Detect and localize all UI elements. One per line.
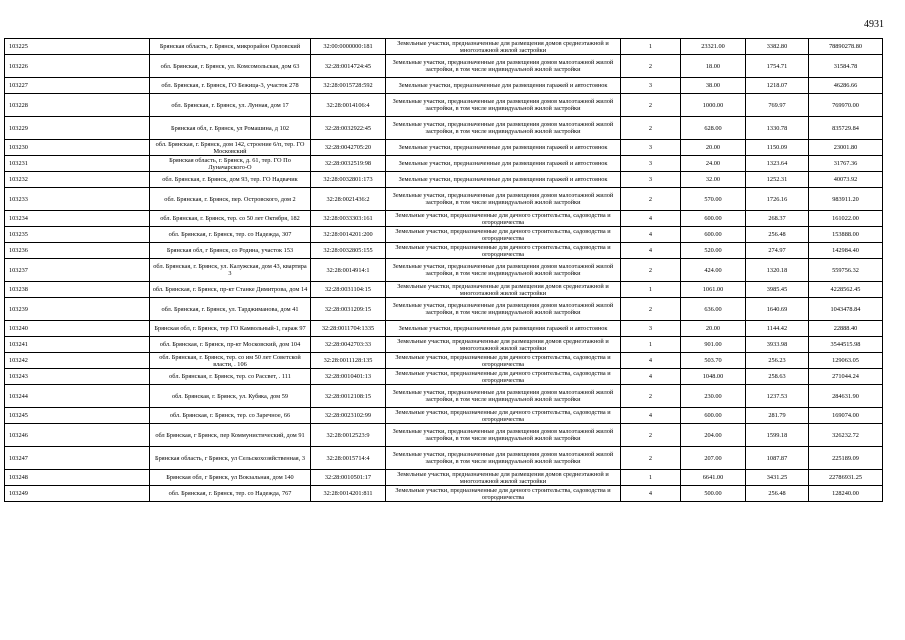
group-cell: 3 xyxy=(621,321,681,337)
row-id-cell: 103227 xyxy=(5,78,150,94)
land-use-description-cell: Земельные участки, предназначенные для размещения гаражей и автостоянок xyxy=(386,78,621,94)
cadastral-value-cell: 271044.24 xyxy=(809,369,883,385)
cadastral-number-cell: 32:28:0012523:9 xyxy=(311,424,386,447)
land-use-description-cell: Земельные участки, предназначенные для дачного строительства, садоводства и огородничества xyxy=(386,243,621,259)
row-id-cell: 103246 xyxy=(5,424,150,447)
table-body xyxy=(5,39,883,502)
cadastral-value-cell: 31584.78 xyxy=(809,55,883,78)
table-row xyxy=(5,369,883,385)
unit-value-cell: 1640.69 xyxy=(746,298,809,321)
land-use-description-cell: Земельные участки, предназначенные для размещения домов малоэтажной жилой застройки, в том числе индивидуальной жилой застройки xyxy=(386,259,621,282)
area-cell: 20.00 xyxy=(681,321,746,337)
address-cell: обл. Брянская, г. Брянск, тер. со 50 лет Октября, 182 xyxy=(150,211,311,227)
row-id-cell: 103239 xyxy=(5,298,150,321)
table-row xyxy=(5,447,883,470)
group-cell: 4 xyxy=(621,408,681,424)
group-cell: 1 xyxy=(621,470,681,486)
area-cell: 24.00 xyxy=(681,156,746,172)
group-cell: 3 xyxy=(621,78,681,94)
cadastral-value-cell: 161022.00 xyxy=(809,211,883,227)
cadastral-value-cell: 769970.00 xyxy=(809,94,883,117)
address-cell: обл. Брянская, г. Брянск, пр-кт Московский, дом 104 xyxy=(150,337,311,353)
table-row xyxy=(5,470,883,486)
unit-value-cell: 1150.09 xyxy=(746,140,809,156)
unit-value-cell: 3933.98 xyxy=(746,337,809,353)
cadastral-value-cell: 40073.92 xyxy=(809,172,883,188)
group-cell: 4 xyxy=(621,227,681,243)
cadastral-number-cell: 32:28:0023102:99 xyxy=(311,408,386,424)
unit-value-cell: 1754.71 xyxy=(746,55,809,78)
area-cell: 18.00 xyxy=(681,55,746,78)
unit-value-cell: 3985.45 xyxy=(746,282,809,298)
cadastral-number-cell: 32:28:0042705:20 xyxy=(311,140,386,156)
area-cell: 20.00 xyxy=(681,140,746,156)
address-cell: Брянская обл, г Брянск, со Родина, участок 153 xyxy=(150,243,311,259)
cadastral-value-cell: 129063.05 xyxy=(809,353,883,369)
unit-value-cell: 1144.42 xyxy=(746,321,809,337)
cadastral-number-cell: 32:28:0014106:4 xyxy=(311,94,386,117)
cadastral-value-cell: 225189.09 xyxy=(809,447,883,470)
row-id-cell: 103238 xyxy=(5,282,150,298)
table-row xyxy=(5,117,883,140)
unit-value-cell: 1320.18 xyxy=(746,259,809,282)
address-cell: обл. Брянская, г. Брянск, тер. со Надежда, 767 xyxy=(150,486,311,502)
unit-value-cell: 268.37 xyxy=(746,211,809,227)
unit-value-cell: 281.79 xyxy=(746,408,809,424)
address-cell: обл. Брянская, г. Брянск, ул. Калужская, дом 43, квартира 3 xyxy=(150,259,311,282)
row-id-cell: 103235 xyxy=(5,227,150,243)
cadastral-number-cell: 32:28:0031104:15 xyxy=(311,282,386,298)
land-use-description-cell: Земельные участки, предназначенные для размещения домов малоэтажной жилой застройки, в том числе индивидуальной жилой застройки xyxy=(386,117,621,140)
group-cell: 4 xyxy=(621,211,681,227)
cadastral-number-cell: 32:28:0015714:4 xyxy=(311,447,386,470)
land-use-description-cell: Земельные участки, предназначенные для дачного строительства, садоводства и огородничества xyxy=(386,353,621,369)
cadastral-value-cell: 835729.84 xyxy=(809,117,883,140)
unit-value-cell: 256.48 xyxy=(746,486,809,502)
land-use-description-cell: Земельные участки, предназначенные для размещения гаражей и автостоянок xyxy=(386,321,621,337)
land-use-description-cell: Земельные участки, предназначенные для размещения домов среднеэтажной и многоэтажной жилой застройки xyxy=(386,282,621,298)
table-row xyxy=(5,321,883,337)
area-cell: 503.70 xyxy=(681,353,746,369)
address-cell: обл. Брянская, г. Брянск, ул. Лунная, дом 17 xyxy=(150,94,311,117)
unit-value-cell: 3431.25 xyxy=(746,470,809,486)
group-cell: 2 xyxy=(621,55,681,78)
unit-value-cell: 274.97 xyxy=(746,243,809,259)
row-id-cell: 103249 xyxy=(5,486,150,502)
unit-value-cell: 1323.64 xyxy=(746,156,809,172)
land-use-description-cell: Земельные участки, предназначенные для размещения домов среднеэтажной и многоэтажной жилой застройки xyxy=(386,39,621,55)
unit-value-cell: 1726.16 xyxy=(746,188,809,211)
cadastral-number-cell: 32:28:0014914:1 xyxy=(311,259,386,282)
row-id-cell: 103233 xyxy=(5,188,150,211)
unit-value-cell: 3382.80 xyxy=(746,39,809,55)
cadastral-number-cell: 32:28:0011128:135 xyxy=(311,353,386,369)
area-cell: 1061.00 xyxy=(681,282,746,298)
address-cell: Брянская область, г. Брянск, микрорайон Орловский xyxy=(150,39,311,55)
cadastral-number-cell: 32:28:0032801:173 xyxy=(311,172,386,188)
table-row xyxy=(5,282,883,298)
address-cell: Брянская область, г Брянск, ул Сельскохозяйственная, 3 xyxy=(150,447,311,470)
cadastral-number-cell: 32:28:0032922:45 xyxy=(311,117,386,140)
group-cell: 4 xyxy=(621,243,681,259)
cadastral-number-cell: 32:28:0032519:98 xyxy=(311,156,386,172)
land-use-description-cell: Земельные участки, предназначенные для дачного строительства, садоводства и огородничества xyxy=(386,408,621,424)
cadastral-value-cell: 4228562.45 xyxy=(809,282,883,298)
land-use-description-cell: Земельные участки, предназначенные для размещения домов среднеэтажной и многоэтажной жилой застройки xyxy=(386,337,621,353)
cadastral-number-cell: 32:28:0032805:155 xyxy=(311,243,386,259)
table-row xyxy=(5,408,883,424)
area-cell: 520.00 xyxy=(681,243,746,259)
cadastral-value-cell: 31767.36 xyxy=(809,156,883,172)
row-id-cell: 103234 xyxy=(5,211,150,227)
group-cell: 4 xyxy=(621,369,681,385)
area-cell: 23321.00 xyxy=(681,39,746,55)
cadastral-value-cell: 22888.40 xyxy=(809,321,883,337)
table-row xyxy=(5,385,883,408)
cadastral-number-cell: 32:28:0015728:592 xyxy=(311,78,386,94)
land-use-description-cell: Земельные участки, предназначенные для размещения домов среднеэтажной и многоэтажной жилой застройки xyxy=(386,470,621,486)
land-use-description-cell: Земельные участки, предназначенные для размещения домов малоэтажной жилой застройки, в том числе индивидуальной жилой застройки xyxy=(386,94,621,117)
land-use-description-cell: Земельные участки, предназначенные для размещения домов малоэтажной жилой застройки, в том числе индивидуальной жилой застройки xyxy=(386,385,621,408)
group-cell: 2 xyxy=(621,188,681,211)
cadastral-number-cell: 32:28:0012108:15 xyxy=(311,385,386,408)
land-plots-table xyxy=(4,38,883,502)
cadastral-value-cell: 326232.72 xyxy=(809,424,883,447)
area-cell: 6641.00 xyxy=(681,470,746,486)
group-cell: 2 xyxy=(621,385,681,408)
row-id-cell: 103237 xyxy=(5,259,150,282)
cadastral-value-cell: 23001.80 xyxy=(809,140,883,156)
group-cell: 2 xyxy=(621,117,681,140)
address-cell: обл. Брянская, г. Брянск, тер. со Рассвет, . 111 xyxy=(150,369,311,385)
area-cell: 500.00 xyxy=(681,486,746,502)
table-row xyxy=(5,486,883,502)
cadastral-number-cell: 32:00:0000000:181 xyxy=(311,39,386,55)
area-cell: 204.00 xyxy=(681,424,746,447)
cadastral-value-cell: 78890278.80 xyxy=(809,39,883,55)
cadastral-number-cell: 32:28:0021436:2 xyxy=(311,188,386,211)
cadastral-number-cell: 32:28:0010501:17 xyxy=(311,470,386,486)
table-row xyxy=(5,259,883,282)
table-row xyxy=(5,78,883,94)
area-cell: 38.00 xyxy=(681,78,746,94)
address-cell: обл Брянская, г Брянск, пер Коммунистический, дом 91 xyxy=(150,424,311,447)
cadastral-number-cell: 32:28:0014201:811 xyxy=(311,486,386,502)
row-id-cell: 103245 xyxy=(5,408,150,424)
table-row xyxy=(5,353,883,369)
area-cell: 570.00 xyxy=(681,188,746,211)
table-row xyxy=(5,188,883,211)
group-cell: 1 xyxy=(621,282,681,298)
row-id-cell: 103225 xyxy=(5,39,150,55)
address-cell: обл. Брянская, г. Брянск, ул. Кубяка, дом 59 xyxy=(150,385,311,408)
unit-value-cell: 1237.53 xyxy=(746,385,809,408)
cadastral-value-cell: 128240.00 xyxy=(809,486,883,502)
table-row xyxy=(5,298,883,321)
unit-value-cell: 1330.78 xyxy=(746,117,809,140)
unit-value-cell: 256.48 xyxy=(746,227,809,243)
row-id-cell: 103247 xyxy=(5,447,150,470)
unit-value-cell: 1599.18 xyxy=(746,424,809,447)
address-cell: обл. Брянская, г. Брянск, тер. со им 50 лет Советской власти, . 106 xyxy=(150,353,311,369)
unit-value-cell: 1252.31 xyxy=(746,172,809,188)
unit-value-cell: 256.23 xyxy=(746,353,809,369)
cadastral-value-cell: 3544515.98 xyxy=(809,337,883,353)
land-use-description-cell: Земельные участки, предназначенные для размещения домов малоэтажной жилой застройки, в том числе индивидуальной жилой застройки xyxy=(386,55,621,78)
cadastral-number-cell: 32:28:0014724:45 xyxy=(311,55,386,78)
address-cell: обл. Брянская, г. Брянск, пр-кт Станке Димитрова, дом 14 xyxy=(150,282,311,298)
area-cell: 230.00 xyxy=(681,385,746,408)
unit-value-cell: 1218.07 xyxy=(746,78,809,94)
address-cell: Брянская обл, г. Брянск, тер ГО Камвольный-1, гараж 97 xyxy=(150,321,311,337)
cadastral-number-cell: 32:28:0042703:33 xyxy=(311,337,386,353)
address-cell: Брянская область, г. Брянск, д. 61, тер. ГО По Луначарского-О xyxy=(150,156,311,172)
land-use-description-cell: Земельные участки, предназначенные для размещения гаражей и автостоянок xyxy=(386,172,621,188)
area-cell: 636.00 xyxy=(681,298,746,321)
address-cell: Брянская обл, г Брянск, ул Вокзальная, дом 140 xyxy=(150,470,311,486)
land-use-description-cell: Земельные участки, предназначенные для размещения домов малоэтажной жилой застройки, в том числе индивидуальной жилой застройки xyxy=(386,298,621,321)
area-cell: 600.00 xyxy=(681,408,746,424)
row-id-cell: 103232 xyxy=(5,172,150,188)
cadastral-value-cell: 142984.40 xyxy=(809,243,883,259)
group-cell: 4 xyxy=(621,353,681,369)
table-row xyxy=(5,55,883,78)
table-row xyxy=(5,243,883,259)
area-cell: 600.00 xyxy=(681,211,746,227)
area-cell: 424.00 xyxy=(681,259,746,282)
row-id-cell: 103248 xyxy=(5,470,150,486)
group-cell: 2 xyxy=(621,94,681,117)
cadastral-number-cell: 32:28:0031209:15 xyxy=(311,298,386,321)
cadastral-value-cell: 559756.32 xyxy=(809,259,883,282)
group-cell: 1 xyxy=(621,337,681,353)
table-row xyxy=(5,211,883,227)
area-cell: 1000.00 xyxy=(681,94,746,117)
area-cell: 207.00 xyxy=(681,447,746,470)
unit-value-cell: 769.97 xyxy=(746,94,809,117)
row-id-cell: 103226 xyxy=(5,55,150,78)
address-cell: обл. Брянская, г. Брянск, ул. Тарджимановa, дом 41 xyxy=(150,298,311,321)
address-cell: обл. Брянская, г. Брянск, тер. со Надежда, 307 xyxy=(150,227,311,243)
table-row xyxy=(5,156,883,172)
land-use-description-cell: Земельные участки, предназначенные для размещения гаражей и автостоянок xyxy=(386,140,621,156)
group-cell: 2 xyxy=(621,298,681,321)
group-cell: 3 xyxy=(621,140,681,156)
cadastral-value-cell: 169074.00 xyxy=(809,408,883,424)
area-cell: 32.00 xyxy=(681,172,746,188)
table-row xyxy=(5,140,883,156)
area-cell: 600.00 xyxy=(681,227,746,243)
row-id-cell: 103241 xyxy=(5,337,150,353)
address-cell: обл. Брянская, г. Брянск, ГО Бежица-3, участок 278 xyxy=(150,78,311,94)
address-cell: обл. Брянская, г. Брянск, дом 93, тер. ГО Надвачик xyxy=(150,172,311,188)
group-cell: 2 xyxy=(621,447,681,470)
page-number: 4931 xyxy=(864,19,884,30)
cadastral-number-cell: 32:28:0010401:13 xyxy=(311,369,386,385)
row-id-cell: 103240 xyxy=(5,321,150,337)
land-use-description-cell: Земельные участки, предназначенные для дачного строительства, садоводства и огородничества xyxy=(386,486,621,502)
row-id-cell: 103242 xyxy=(5,353,150,369)
address-cell: обл. Брянская, г. Брянск, дом 142, строение 6/п, тер. ГО Московский xyxy=(150,140,311,156)
table-row xyxy=(5,172,883,188)
cadastral-number-cell: 32:28:0033303:161 xyxy=(311,211,386,227)
cadastral-number-cell: 32:28:0014201:200 xyxy=(311,227,386,243)
land-use-description-cell: Земельные участки, предназначенные для размещения гаражей и автостоянок xyxy=(386,156,621,172)
land-use-description-cell: Земельные участки, предназначенные для дачного строительства, садоводства и огородничества xyxy=(386,211,621,227)
cadastral-value-cell: 153888.00 xyxy=(809,227,883,243)
land-use-description-cell: Земельные участки, предназначенные для размещения домов малоэтажной жилой застройки, в том числе индивидуальной жилой застройки xyxy=(386,447,621,470)
area-cell: 901.00 xyxy=(681,337,746,353)
row-id-cell: 103228 xyxy=(5,94,150,117)
row-id-cell: 103244 xyxy=(5,385,150,408)
address-cell: обл. Брянская, г. Брянск, тер. со Заречное, 66 xyxy=(150,408,311,424)
cadastral-value-cell: 22786931.25 xyxy=(809,470,883,486)
area-cell: 1048.00 xyxy=(681,369,746,385)
group-cell: 4 xyxy=(621,486,681,502)
land-use-description-cell: Земельные участки, предназначенные для дачного строительства, садоводства и огородничества xyxy=(386,227,621,243)
unit-value-cell: 1087.87 xyxy=(746,447,809,470)
cadastral-value-cell: 1043478.84 xyxy=(809,298,883,321)
cadastral-value-cell: 983911.20 xyxy=(809,188,883,211)
table-row xyxy=(5,227,883,243)
table-row xyxy=(5,337,883,353)
row-id-cell: 103236 xyxy=(5,243,150,259)
row-id-cell: 103229 xyxy=(5,117,150,140)
row-id-cell: 103243 xyxy=(5,369,150,385)
group-cell: 3 xyxy=(621,172,681,188)
land-use-description-cell: Земельные участки, предназначенные для размещения домов малоэтажной жилой застройки, в том числе индивидуальной жилой застройки xyxy=(386,188,621,211)
cadastral-value-cell: 284631.90 xyxy=(809,385,883,408)
row-id-cell: 103230 xyxy=(5,140,150,156)
address-cell: обл. Брянская, г. Брянск, ул. Комсомольская, дом 63 xyxy=(150,55,311,78)
group-cell: 3 xyxy=(621,156,681,172)
cadastral-number-cell: 32:28:0011704:1335 xyxy=(311,321,386,337)
address-cell: Брянская обл, г. Брянск, ул Ромашина, д 102 xyxy=(150,117,311,140)
table-row xyxy=(5,39,883,55)
area-cell: 628.00 xyxy=(681,117,746,140)
row-id-cell: 103231 xyxy=(5,156,150,172)
table-row xyxy=(5,424,883,447)
table-row xyxy=(5,94,883,117)
address-cell: обл. Брянская, г. Брянск, пер. Островского, дом 2 xyxy=(150,188,311,211)
land-use-description-cell: Земельные участки, предназначенные для размещения домов малоэтажной жилой застройки, в том числе индивидуальной жилой застройки xyxy=(386,424,621,447)
group-cell: 2 xyxy=(621,424,681,447)
cadastral-value-cell: 46286.66 xyxy=(809,78,883,94)
group-cell: 1 xyxy=(621,39,681,55)
unit-value-cell: 258.63 xyxy=(746,369,809,385)
group-cell: 2 xyxy=(621,259,681,282)
land-use-description-cell: Земельные участки, предназначенные для дачного строительства, садоводства и огородничества xyxy=(386,369,621,385)
